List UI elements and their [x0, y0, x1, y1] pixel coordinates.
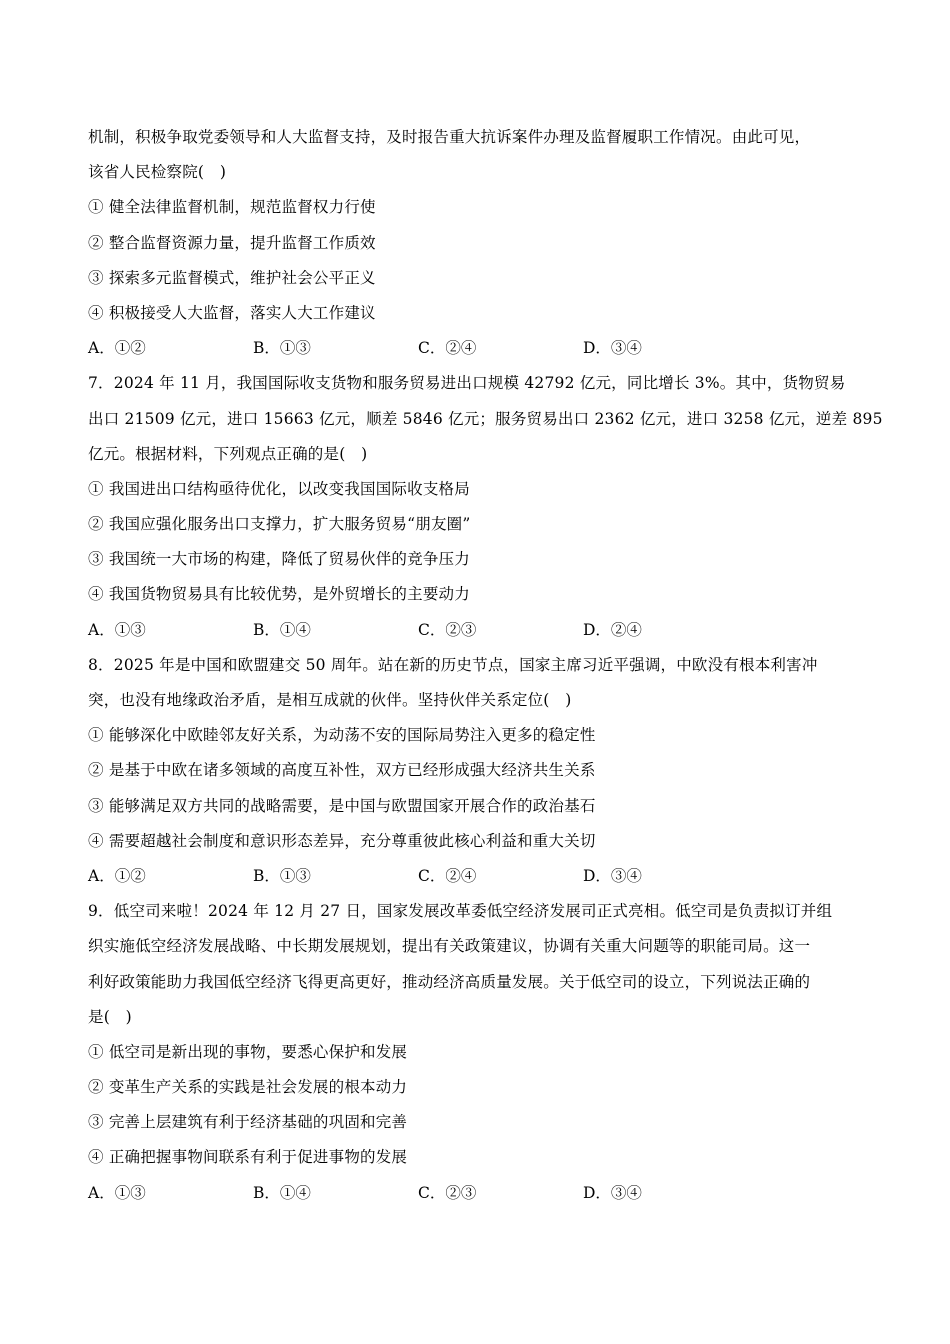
choice-b: B．①③	[253, 339, 311, 358]
option-statement: ④ 需要超越社会制度和意识形态差异，充分尊重彼此核心利益和重大关切	[88, 831, 596, 850]
option-statement: ④ 积极接受人大监督，落实人大工作建议	[88, 303, 376, 322]
choice-d: D．②④	[583, 620, 642, 639]
question-9	[88, 894, 863, 1211]
answer-choices	[88, 331, 863, 366]
choice-a: A．①②	[88, 866, 146, 885]
option-statement: ② 我国应强化服务出口支撑力，扩大服务贸易“朋友圈”	[88, 515, 471, 534]
option-statement: ② 是基于中欧在诸多领域的高度互补性，双方已经形成强大经济共生关系	[88, 761, 596, 780]
choice-c: C．②④	[418, 339, 477, 358]
choice-c: C．②③	[418, 1183, 477, 1202]
option-statement: ② 整合监督资源力量，提升监督工作质效	[88, 233, 376, 252]
choice-c: C．②④	[418, 866, 477, 885]
answer-choices	[88, 859, 863, 894]
option-statement: ① 低空司是新出现的事物，要悉心保护和发展	[88, 1042, 408, 1061]
question-stem-line: 7．2024 年 11 月，我国国际收支货物和服务贸易进出口规模 42792 亿元，同比增长 3%。其中，货物贸易	[88, 374, 846, 393]
option-statement: ① 我国进出口结构亟待优化，以改变我国国际收支格局	[88, 479, 470, 498]
question-stem-line: 亿元。根据材料，下列观点正确的是( )	[88, 444, 368, 463]
question-stem-line: 突，也没有地缘政治矛盾，是相互成就的伙伴。坚持伙伴关系定位( )	[88, 691, 572, 709]
answer-choices	[88, 613, 863, 648]
question-stem-line: 利好政策能助力我国低空经济飞得更高更好，推动经济高质量发展。关于低空司的设立，下列说法正确的	[88, 972, 811, 991]
choice-c: C．②③	[418, 620, 477, 639]
option-statement: ④ 正确把握事物间联系有利于促进事物的发展	[88, 1148, 408, 1167]
choice-d: D．③④	[583, 1183, 642, 1202]
choice-b: B．①④	[253, 620, 311, 639]
question-stem-line: 9．低空司来啦！2024 年 12 月 27 日，国家发展改革委低空经济发展司正式亮相。低空司是负责拟订并组	[88, 902, 833, 921]
question-stem-line: 是( )	[88, 1007, 132, 1026]
option-statement: ① 能够深化中欧睦邻友好关系，为动荡不安的国际局势注入更多的稳定性	[88, 726, 596, 745]
option-statement: ① 健全法律监督机制，规范监督权力行使	[88, 198, 376, 217]
document-page	[88, 120, 883, 1211]
question-stem-line: 织实施低空经济发展战略、中长期发展规划，提出有关政策建议，协调有关重大问题等的职能司局。这一	[88, 937, 811, 956]
choice-d: D．③④	[583, 866, 642, 885]
question-8	[88, 648, 863, 894]
option-statement: ④ 我国货物贸易具有比较优势，是外贸增长的主要动力	[88, 585, 470, 604]
option-statement: ③ 探索多元监督模式，维护社会公平正义	[88, 268, 376, 287]
question-7	[88, 366, 883, 648]
choice-d: D．③④	[583, 339, 642, 358]
choice-a: A．①②	[88, 339, 146, 358]
choice-a: A．①③	[88, 620, 146, 639]
option-statement: ③ 能够满足双方共同的战略需要，是中国与欧盟国家开展合作的政治基石	[88, 796, 596, 815]
choice-a: A．①③	[88, 1183, 146, 1202]
option-statement: ③ 我国统一大市场的构建，降低了贸易伙伴的竞争压力	[88, 550, 470, 569]
option-statement: ③ 完善上层建筑有利于经济基础的巩固和完善	[88, 1113, 408, 1132]
question-stem-line: 该省人民检察院( )	[88, 163, 227, 182]
option-statement: ② 变革生产关系的实践是社会发展的根本动力	[88, 1078, 408, 1097]
choice-b: B．①③	[253, 866, 311, 885]
question-stem-line: 8．2025 年是中国和欧盟建交 50 周年。站在新的历史节点，国家主席习近平强调，中欧没有根本利害冲	[88, 655, 818, 674]
choice-b: B．①④	[253, 1183, 311, 1202]
question-stem-line: 出口 21509 亿元，进口 15663 亿元，顺差 5846 亿元；服务贸易出口 2362 亿元，进口 3258 亿元，逆差 895	[88, 409, 883, 428]
answer-choices	[88, 1176, 863, 1211]
question-6	[88, 120, 863, 366]
question-stem-line: 机制，积极争取党委领导和人大监督支持，及时报告重大抗诉案件办理及监督履职工作情况。由此可见，	[88, 128, 811, 146]
